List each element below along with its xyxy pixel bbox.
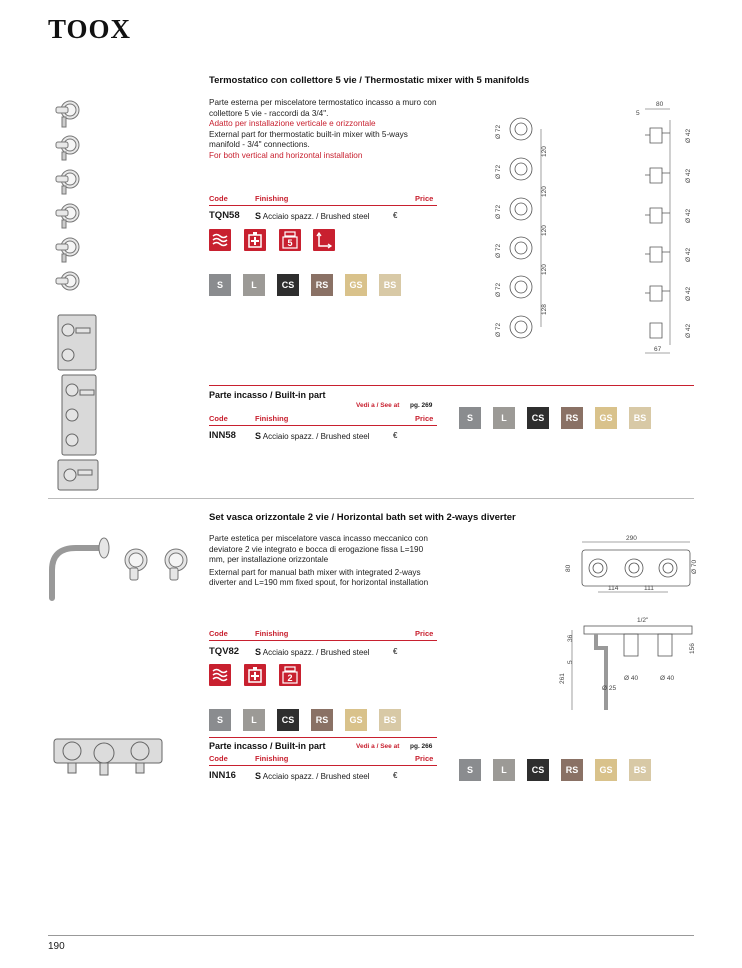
dim-d120: 120 <box>541 146 548 157</box>
col-finishing: Finishing <box>255 754 289 763</box>
col-finishing: Finishing <box>255 414 289 423</box>
see-at: Vedi a / See at <box>356 743 400 750</box>
dim-156: 156 <box>689 643 696 654</box>
dim-d40: Ø 40 <box>624 675 639 682</box>
dim-d72: Ø 72 <box>495 243 502 258</box>
swatch-s: S <box>209 709 231 731</box>
col-price: Price <box>415 414 434 423</box>
swatch-gs: GS <box>595 407 617 429</box>
col-code: Code <box>209 629 228 638</box>
swatch-gs: GS <box>345 274 367 296</box>
dim-d42: Ø 42 <box>685 208 692 223</box>
swatch-l: L <box>243 274 265 296</box>
desc-it-red: Adatto per installazione verticale e orizzontale <box>209 119 376 128</box>
swatch-l: L <box>493 407 515 429</box>
bath-set-front-drawing <box>560 530 700 600</box>
bath-icon <box>209 664 231 686</box>
dim-d128: 128 <box>541 304 548 315</box>
swatch-rs: RS <box>561 407 583 429</box>
thermostatic-icon <box>209 229 231 251</box>
product-code: TQN58 <box>209 210 240 221</box>
swatch-s: S <box>459 407 481 429</box>
see-page: pg. 269 <box>410 402 433 409</box>
divider <box>209 737 437 738</box>
dim-114: 114 <box>608 585 619 592</box>
2-ways-icon <box>279 664 301 686</box>
dim-d42: Ø 42 <box>685 168 692 183</box>
section2-description <box>209 534 429 589</box>
finish-name: Acciaio spazz. / Brushed steel <box>262 772 370 781</box>
dim-d42: Ø 42 <box>685 323 692 338</box>
swatch-rs: RS <box>561 759 583 781</box>
swatch-cs: CS <box>277 709 299 731</box>
finish-letter: S <box>255 431 262 441</box>
currency: € <box>393 211 398 220</box>
builtin-finishing <box>255 431 370 441</box>
finish-name: Acciaio spazz. / Brushed steel <box>262 432 370 441</box>
col-price: Price <box>415 629 434 638</box>
col-finishing: Finishing <box>255 194 289 203</box>
section1-title: Termostatico con collettore 5 vie / Thermostatic mixer with 5 manifolds <box>209 75 530 86</box>
bath-set-side-drawing <box>560 612 700 722</box>
divider <box>209 385 694 386</box>
dim-d70: Ø 70 <box>691 559 698 574</box>
swatch-gs: GS <box>595 759 617 781</box>
see-page: pg. 266 <box>410 743 433 750</box>
dim-d42: Ø 42 <box>685 286 692 301</box>
col-price: Price <box>415 754 434 763</box>
dim-1-2: 1/2" <box>637 617 649 624</box>
dim-d72: Ø 72 <box>495 322 502 337</box>
dim-5: 5 <box>567 660 574 664</box>
finish-letter: S <box>255 771 262 781</box>
swatch-s: S <box>209 274 231 296</box>
finishing <box>255 647 370 657</box>
swatch-l: L <box>493 759 515 781</box>
finish-name: Acciaio spazz. / Brushed steel <box>262 648 370 657</box>
finish-name: Acciaio spazz. / Brushed steel <box>262 212 370 221</box>
swatch-bs: BS <box>629 407 651 429</box>
currency: € <box>393 431 398 440</box>
desc-en-red: For both vertical and horizontal installation <box>209 150 363 160</box>
swatch-cs: CS <box>527 759 549 781</box>
brand-logo: TOOX <box>48 14 132 44</box>
col-finishing: Finishing <box>255 629 289 638</box>
see-at: Vedi a / See at <box>356 402 400 409</box>
col-price: Price <box>415 194 434 203</box>
divider <box>209 425 437 426</box>
dim-d120: 120 <box>541 264 548 275</box>
swatch-cs: CS <box>277 274 299 296</box>
dim-d40: Ø 40 <box>660 675 675 682</box>
section1-description <box>209 98 437 161</box>
col-code: Code <box>209 414 228 423</box>
finish-letter: S <box>255 211 262 221</box>
swatch-rs: RS <box>311 274 333 296</box>
vertical-horizontal-icon <box>313 229 335 251</box>
dim-d42: Ø 42 <box>685 128 692 143</box>
dim-d42: Ø 42 <box>685 247 692 262</box>
builtin-title: Parte incasso / Built-in part <box>209 390 326 400</box>
2-ways-label: 2 <box>287 673 293 683</box>
dim-111: 111 <box>644 585 654 592</box>
divider <box>209 205 437 206</box>
desc-en: External part for manual bath mixer with integrated 2-ways diverter and L=190 mm fixed spout, for horizontal installation <box>209 567 429 587</box>
swatch-bs: BS <box>629 759 651 781</box>
desc-it: Parte estetica per miscelatore vasca incasso meccanico con deviatore 2 vie integrato e bocca di erogazione fissa L=190 mm, per installazione orizzontale <box>209 534 428 564</box>
swatch-cs: CS <box>527 407 549 429</box>
dim-290: 290 <box>626 535 637 542</box>
finish-letter: S <box>255 647 262 657</box>
dim-d72: Ø 72 <box>495 164 502 179</box>
dim-d120: 120 <box>541 225 548 236</box>
5-ways-icon <box>279 229 301 251</box>
dim-d80: 80 <box>656 101 664 108</box>
currency: € <box>393 771 398 780</box>
5-ways-label: 5 <box>287 238 293 248</box>
dim-d72: Ø 72 <box>495 204 502 219</box>
desc-it: Parte esterna per miscelatore termostatico incasso a muro con collettore 5 vie - raccordi da 3/4". <box>209 98 437 118</box>
swatch-rs: RS <box>311 709 333 731</box>
section-divider <box>48 498 694 499</box>
divider <box>209 765 437 766</box>
builtin-finishing <box>255 771 370 781</box>
dim-d25: Ø 25 <box>602 685 617 692</box>
dim-36: 36 <box>567 634 574 642</box>
builtin-code: INN58 <box>209 430 236 441</box>
col-code: Code <box>209 754 228 763</box>
page-number: 190 <box>48 941 65 952</box>
dim-d120: 120 <box>541 186 548 197</box>
product-code: TQV82 <box>209 646 240 657</box>
dim-80: 80 <box>565 564 572 572</box>
builtin-body-illustration <box>48 310 108 495</box>
bath-set-illustration <box>48 530 198 602</box>
swatch-l: L <box>243 709 265 731</box>
dim-d5: 5 <box>636 110 640 117</box>
builtin-code: INN16 <box>209 770 236 781</box>
section1-technical-drawing <box>490 95 705 360</box>
thermostatic-handles-illustration <box>48 95 108 295</box>
add-module-icon <box>244 664 266 686</box>
footer-divider <box>48 935 694 936</box>
finishing <box>255 211 370 221</box>
dim-261: 261 <box>559 673 566 684</box>
dim-d72: Ø 72 <box>495 124 502 139</box>
swatch-gs: GS <box>345 709 367 731</box>
bath-builtin-illustration <box>48 725 166 780</box>
col-code: Code <box>209 194 228 203</box>
builtin-title: Parte incasso / Built-in part <box>209 741 326 751</box>
currency: € <box>393 647 398 656</box>
dim-d72: Ø 72 <box>495 282 502 297</box>
add-module-icon <box>244 229 266 251</box>
dim-d67: 67 <box>654 346 662 353</box>
divider <box>209 640 437 641</box>
swatch-bs: BS <box>379 709 401 731</box>
swatch-s: S <box>459 759 481 781</box>
swatch-bs: BS <box>379 274 401 296</box>
section2-title: Set vasca orizzontale 2 vie / Horizontal bath set with 2-ways diverter <box>209 512 516 523</box>
desc-en: External part for thermostatic built-in mixer with 5-ways manifold - 3/4" connections. <box>209 129 408 149</box>
